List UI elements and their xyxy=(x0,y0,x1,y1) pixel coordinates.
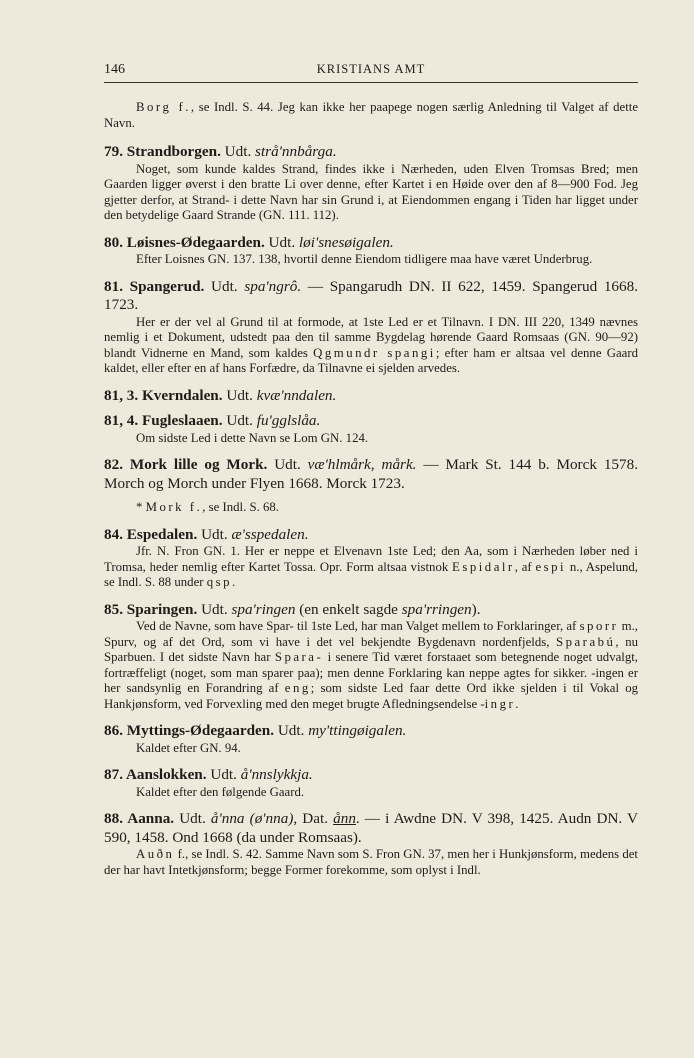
page-body xyxy=(104,100,638,878)
page-header xyxy=(104,62,638,83)
entry-85 xyxy=(104,601,638,713)
entry-82 xyxy=(104,456,638,516)
entry-text: Noget, som kunde kaldes Strand, findes ikke i Nærheden, uden Elven Tromsas Bred; men Gaarden ligger øverst i den bratte Li over denne, efter Kartet i en Høide over den af 8—900 Fod. Jeg gjetter derfor, at Strand- i dette Navn har sin Grund i, at Eiendommen engang i Tiden har ligget under den betydelige Gaard Strande (GN. 111. 112). xyxy=(104,161,638,222)
entry-text: Kaldet efter den følgende Gaard. xyxy=(136,784,305,799)
entry-heading: 84. Espedalen. Udt. æ'sspedalen. xyxy=(104,525,309,543)
entry-87 xyxy=(104,766,638,800)
entry-86 xyxy=(104,722,638,756)
entry-text: Om sidste Led i dette Navn se Lom GN. 124. xyxy=(136,430,369,445)
entry-81 xyxy=(104,278,638,377)
carry-over-paragraph: Borg f., se Indl. S. 44. Jeg kan ikke her paapege nogen særlig Anledning til Valget af dette Navn. xyxy=(104,100,638,130)
entry-84 xyxy=(104,526,638,591)
entry-text: Ved de Navne, som have Spar- til 1ste Led, har man Valget mellem to Forklaringer, af sporr m., Spurv, og af det Ord, som vi have i det vel bekjendte Bygdenavn nordenfjelds, Sparabú, nu Sparbuen. I det sidste Navn har Spara- i senere Tid været forstaaet som betegnende noget udvalgt, fortræffeligt (noget, som man sparer paa); men denne Forklaring kan neppe agtes for sikker. -ingen er her sandsynlig en Forandring af eng; som sidste Led faar dette Ord ikke sjelden i til Vokal og Hankjønsform, ved Forvexling med den meget brugte Afledningsendelse -ingr. xyxy=(104,619,639,711)
entry-heading: 81, 3. Kverndalen. Udt. kvæ'nndalen. xyxy=(104,386,337,404)
entry-text: Auðn f., se Indl. S. 42. Samme Navn som S. Fron GN. 37, men her i Hunkjønsform, medens det der har havt Intetkjønsform; begge Former forekomme, som oplyst i Indl. xyxy=(104,847,638,877)
entry-heading: 86. Myttings-Ødegaarden. Udt. my'ttingøigalen. xyxy=(104,722,407,739)
entry-heading: 80. Løisnes-Ødegaarden. Udt. løi'snesøigalen. xyxy=(104,233,394,251)
running-title: KRISTIANS AMT xyxy=(316,62,426,76)
entry-text: Kaldet efter GN. 94. xyxy=(136,740,241,755)
entry-heading: 87. Aanslokken. Udt. å'nnslykkja. xyxy=(104,766,313,783)
entry-heading: 79. Strandborgen. Udt. strå'nnbårga. xyxy=(104,143,337,160)
entry-79 xyxy=(104,143,638,224)
page-number: 146 xyxy=(104,62,125,77)
entry-heading: 88. Aanna. Udt. å'nna (ø'nna), Dat. ånn. — i Awdne DN. V 398, 1425. Audn DN. V 590, 1458. Ond 1668 (da under Romsaas). xyxy=(104,810,639,846)
entry-heading: 85. Sparingen. Udt. spa'ringen (en enkelt sagde spa'rringen). xyxy=(104,600,481,618)
entry-heading: 81, 4. Fugleslaaen. Udt. fu'gglslåa. xyxy=(104,412,321,429)
entry-81-3 xyxy=(104,387,638,406)
entry-text: Her er der vel al Grund til at formode, at 1ste Led er et Tilnavn. I DN. III 220, 1349 nævnes nemlig i et Dokument, udstedt paa den til samme Bygdelag hørende Gaard Romsaas (GN. 90—92) blandt Vidnerne en Mand, som kaldes Qgmundr spangi; efter ham er altsaa vel denne Gaard kaldet, eller efter en af hans Forfædre, da Tilnavne ei sjelden arvedes. xyxy=(104,314,638,375)
entry-88 xyxy=(104,810,638,878)
entry-80 xyxy=(104,234,638,268)
entry-heading: 81. Spangerud. Udt. spa'ngrô. — Spangarudh DN. II 622, 1459. Spangerud 1668. 1723. xyxy=(104,277,639,313)
entry-heading: 82. Mork lille og Mork. Udt. væ'hlmårk, mårk. — Mark St. 144 b. Morck 1578. Morch og Morch under Flyen 1668. Morck 1723. xyxy=(104,456,638,492)
footnote-line: * Mork f., se Indl. S. 68. xyxy=(136,500,280,514)
entry-81-4 xyxy=(104,412,638,446)
entry-text: Efter Loisnes GN. 137. 138, hvortil denne Eiendom tidligere maa have været Underbrug. xyxy=(136,252,593,266)
entry-text: Jfr. N. Fron GN. 1. Her er neppe et Elvenavn 1ste Led; den Aa, som i Nærheden løber ned i Tromsa, heder nemlig efter Kartet Tossa. Opr. Form altsaa vistnok Espidalr, af espi n., Aspelund, se Indl. S. 88 under qsp. xyxy=(104,544,638,589)
